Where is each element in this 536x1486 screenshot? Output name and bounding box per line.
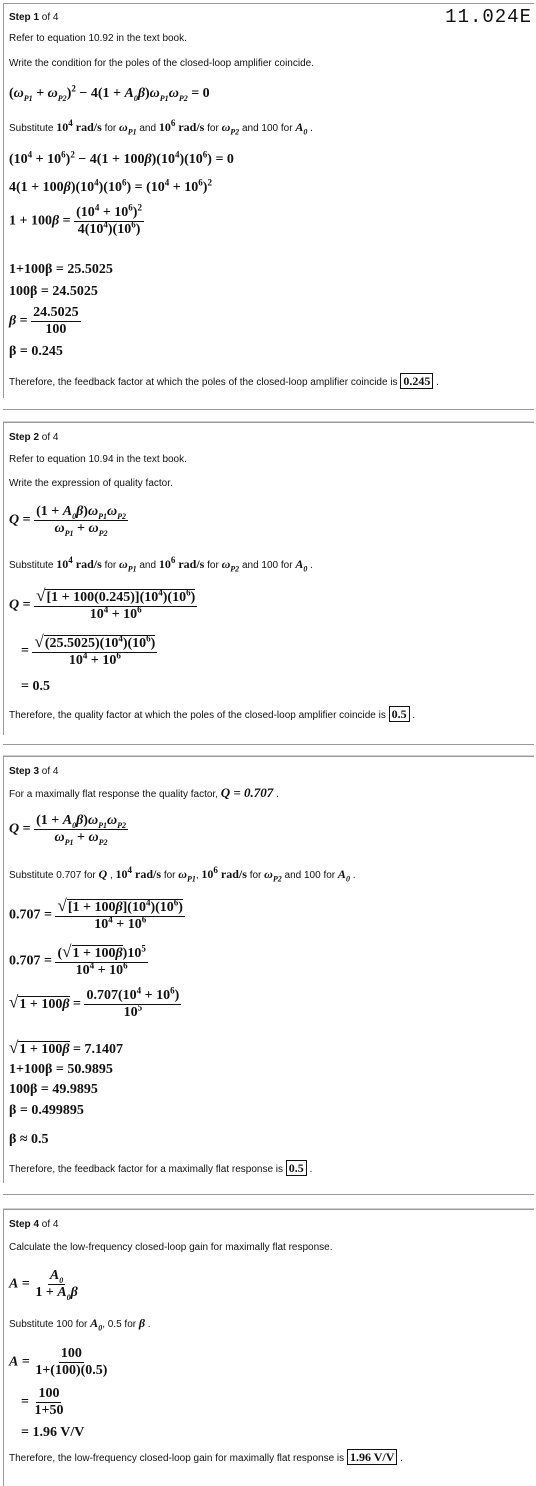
step-2-eq-b: = $\frac{√(25.5025)(10^4)(10^6)}{10^4 + 10^6}$ [21, 632, 156, 668]
step-4-line-a: Calculate the low-frequency closed-loop gain for maximally flat response. [9, 1242, 333, 1253]
step-1-conclusion: Therefore, the feedback factor at which the poles of the closed-loop amplifier coincide is 0.245 . [9, 374, 439, 388]
step-1-eq-b: $4(1 + 100\beta)(10^4)(10^6) = (10^4 + 10^6)^2$ [9, 177, 212, 195]
step-2-conclusion: Therefore, the quality factor at which the poles of the closed-loop amplifier coincide is 0.5 . [9, 707, 416, 721]
step-2-result: = 0.5 [21, 679, 50, 694]
step-3-result-4: β = 0.499895 [9, 1103, 84, 1118]
step-4-result: = 1.96 V/V [21, 1425, 85, 1440]
step-2-answer-box: 0.5 [389, 706, 410, 722]
step-1-answer-box: 0.245 [400, 373, 433, 389]
step-1-result-4: β = 0.245 [9, 344, 63, 359]
step-4-substitute-line: Substitute 100 for $A_0$, 0.5 for β . [9, 1316, 151, 1333]
step-2-eq-a: Q = $\frac{√[1 + 100(0.245)](10^4)(10^6)}{10^4 + 10^6}$ [9, 586, 196, 622]
problem-code: 11.024E [445, 6, 532, 28]
step-3-result-3: 100β = 49.9895 [9, 1082, 98, 1097]
step-3-q-formula: Q = $\frac{(1 + A_0\beta)\omega_{P1}\omega_{P2}}{\omega_{P1} + \omega_{P2}}$ [9, 813, 126, 847]
step-3-eq-b: 0.707 = $\frac{(√1 + 100\beta)10^5}{10^4 + 10^6}$ [9, 942, 146, 978]
step-3-eq-a: 0.707 = $\frac{√[1 + 100\beta](10^4)(10^6)}{10^4 + 10^6}$ [9, 896, 183, 932]
step-3-answer-box: 0.5 [286, 1160, 307, 1176]
step-4-conclusion: Therefore, the low-frequency closed-loop gain for maximally flat response is 1.96 V/V . [9, 1450, 403, 1464]
step-2-panel [3, 422, 534, 735]
step-4-answer-box: 1.96 V/V [347, 1449, 397, 1465]
step-2-substitute-line: Substitute $10^4$ rad/s for $\omega_{P1}$ and $10^6$ rad/s for $\omega_{P2}$ and 100 for $A_0$ . [9, 555, 313, 574]
step-2-title: Step 2 of 4 [9, 432, 59, 443]
step-2-line-b: Write the expression of quality factor. [9, 478, 173, 489]
step-3-substitute-line: Substitute 0.707 for Q , $10^4$ rad/s for $\omega_{P1}$, $10^6$ rad/s for $\omega_{P2}$ and 100 for $A_0$ . [9, 865, 356, 884]
step-1-eq-a: $(10^4 + 10^6)^2 - 4(1 + 100\beta)(10^4)(10^6) = 0$ [9, 149, 234, 167]
step-1-condition-equation: $(\omega_{P1} + \omega_{P2})^2 - 4(1 + A_0\beta)\omega_{P1}\omega_{P2} = 0$ [9, 83, 210, 103]
step-4-title: Step 4 of 4 [9, 1219, 59, 1230]
step-1-result-2: 100β = 24.5025 [9, 284, 98, 299]
step-1-line-a: Refer to equation 10.92 in the text book. [9, 33, 187, 44]
step-3-result-5: β ≈ 0.5 [9, 1132, 49, 1147]
step-1-title: Step 1 of 4 [9, 12, 59, 23]
step-2-line-a: Refer to equation 10.94 in the text book. [9, 454, 187, 465]
step-1-result-1: 1+100β = 25.5025 [9, 262, 113, 277]
step-1-substitute-line: Substitute $10^4$ rad/s for $\omega_{P1}$ and $10^6$ rad/s for $\omega_{P2}$ and 100 for $A_0$ . [9, 118, 313, 137]
step-1-result-3: β = $\frac{24.5025}{100}$ [9, 305, 79, 337]
step-3-result-2: 1+100β = 50.9895 [9, 1062, 113, 1077]
step-3-conclusion: Therefore, the feedback factor for a maximally flat response is 0.5 . [9, 1161, 313, 1175]
step-1-eq-c: 1 + 100β = $\frac{(10^4 + 10^6)^2}{4(10^4)(10^6)}$ [9, 202, 142, 237]
step-1-line-b: Write the condition for the poles of the closed-loop amplifier coincide. [9, 58, 314, 69]
step-4-gain-formula: A = $\frac{A_0}{1 + A_0\beta}$ [9, 1268, 78, 1302]
step-4-eq-a: A = $\frac{100}{1+(100)(0.5)}$ [9, 1346, 108, 1378]
step-3-result-1: √1 + 100β = 7.1407 [9, 1038, 123, 1057]
step-4-eq-b: = $\frac{100}{1+50}$ [21, 1386, 64, 1418]
step-2-q-formula: Q = $\frac{(1 + A_0\beta)\omega_{P1}\omega_{P2}}{\omega_{P1} + \omega_{P2}}$ [9, 504, 126, 538]
step-3-line-a: For a maximally flat response the quality factor, Q = 0.707 . [9, 785, 279, 800]
step-3-title: Step 3 of 4 [9, 766, 59, 777]
step-3-eq-c: √1 + 100β = $\frac{0.707(10^4 + 10^6)}{10^5}$ [9, 985, 180, 1020]
